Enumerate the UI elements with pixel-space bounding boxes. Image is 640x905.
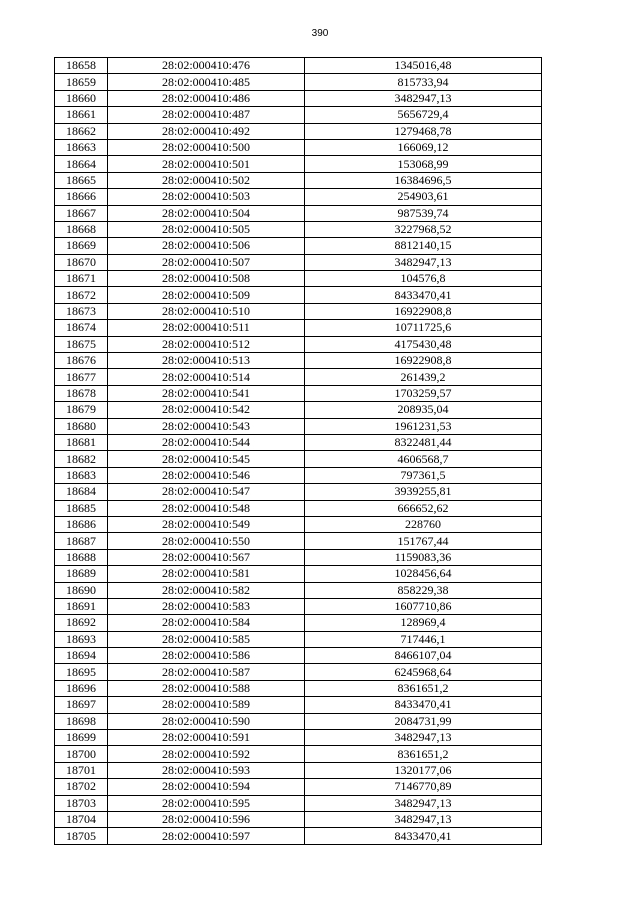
cadastral-value-cell: 1607710,86 [305,598,542,614]
row-number-cell: 18673 [55,303,108,319]
cadastral-value-cell: 166069,12 [305,139,542,155]
cadastral-value-cell: 3482947,13 [305,811,542,827]
table-row [55,664,542,680]
row-number-cell: 18683 [55,467,108,483]
table-row [55,139,542,155]
row-number-cell: 18667 [55,205,108,221]
cadastral-value-cell: 1028456,64 [305,566,542,582]
row-number-cell: 18703 [55,795,108,811]
table-row [55,746,542,762]
cadastral-number-cell: 28:02:000410:504 [108,205,305,221]
cadastral-value-cell: 16922908,8 [305,303,542,319]
cadastral-value-cell: 987539,74 [305,205,542,221]
row-number-cell: 18670 [55,254,108,270]
row-number-cell: 18677 [55,369,108,385]
cadastral-value-cell: 8433470,41 [305,828,542,844]
cadastral-value-cell: 8433470,41 [305,697,542,713]
table-row [55,648,542,664]
cadastral-value-cell: 153068,99 [305,156,542,172]
cadastral-number-cell: 28:02:000410:594 [108,779,305,795]
cadastral-value-cell: 797361,5 [305,467,542,483]
row-number-cell: 18693 [55,631,108,647]
cadastral-number-cell: 28:02:000410:583 [108,598,305,614]
cadastral-value-cell: 666652,62 [305,500,542,516]
cadastral-value-cell: 1320177,06 [305,762,542,778]
cadastral-value-cell: 3939255,81 [305,484,542,500]
row-number-cell: 18679 [55,402,108,418]
table-row [55,58,542,74]
cadastral-number-cell: 28:02:000410:550 [108,533,305,549]
row-number-cell: 18690 [55,582,108,598]
cadastral-value-cell: 8433470,41 [305,287,542,303]
table-row [55,811,542,827]
table-row [55,582,542,598]
cadastral-value-cell: 4606568,7 [305,451,542,467]
table-row [55,451,542,467]
row-number-cell: 18705 [55,828,108,844]
cadastral-number-cell: 28:02:000410:505 [108,221,305,237]
row-number-cell: 18680 [55,418,108,434]
row-number-cell: 18697 [55,697,108,713]
table-row [55,369,542,385]
row-number-cell: 18669 [55,238,108,254]
cadastral-number-cell: 28:02:000410:548 [108,500,305,516]
cadastral-number-cell: 28:02:000410:544 [108,434,305,450]
row-number-cell: 18674 [55,320,108,336]
cadastral-number-cell: 28:02:000410:588 [108,680,305,696]
cadastral-value-cell: 4175430,48 [305,336,542,352]
row-number-cell: 18659 [55,74,108,90]
cadastral-number-cell: 28:02:000410:589 [108,697,305,713]
cadastral-value-cell: 6245968,64 [305,664,542,680]
row-number-cell: 18699 [55,730,108,746]
table-row [55,156,542,172]
table-row [55,598,542,614]
row-number-cell: 18687 [55,533,108,549]
cadastral-number-cell: 28:02:000410:585 [108,631,305,647]
cadastral-number-cell: 28:02:000410:541 [108,385,305,401]
table-row [55,402,542,418]
table-row [55,123,542,139]
table-row [55,90,542,106]
row-number-cell: 18666 [55,189,108,205]
row-number-cell: 18675 [55,336,108,352]
cadastral-number-cell: 28:02:000410:486 [108,90,305,106]
cadastral-number-cell: 28:02:000410:587 [108,664,305,680]
cadastral-value-cell: 16384696,5 [305,172,542,188]
table-row [55,336,542,352]
row-number-cell: 18704 [55,811,108,827]
cadastral-number-cell: 28:02:000410:513 [108,353,305,369]
cadastral-number-cell: 28:02:000410:545 [108,451,305,467]
table-row [55,566,542,582]
cadastral-value-cell: 1345016,48 [305,58,542,74]
table-row [55,205,542,221]
cadastral-number-cell: 28:02:000410:476 [108,58,305,74]
row-number-cell: 18663 [55,139,108,155]
row-number-cell: 18691 [55,598,108,614]
cadastral-value-cell: 717446,1 [305,631,542,647]
cadastral-number-cell: 28:02:000410:503 [108,189,305,205]
table-row [55,172,542,188]
cadastral-number-cell: 28:02:000410:582 [108,582,305,598]
row-number-cell: 18664 [55,156,108,172]
row-number-cell: 18665 [55,172,108,188]
cadastral-value-cell: 3482947,13 [305,90,542,106]
table-row [55,762,542,778]
row-number-cell: 18701 [55,762,108,778]
table-row [55,353,542,369]
cadastral-value-cell: 1703259,57 [305,385,542,401]
table-row [55,189,542,205]
cadastral-value-cell: 3227968,52 [305,221,542,237]
cadastral-number-cell: 28:02:000410:546 [108,467,305,483]
cadastral-value-cell: 8361651,2 [305,680,542,696]
row-number-cell: 18671 [55,271,108,287]
row-number-cell: 18676 [55,353,108,369]
cadastral-value-cell: 858229,38 [305,582,542,598]
cadastral-value-cell: 3482947,13 [305,254,542,270]
cadastral-number-cell: 28:02:000410:581 [108,566,305,582]
cadastral-number-cell: 28:02:000410:567 [108,549,305,565]
table-row [55,271,542,287]
cadastral-number-cell: 28:02:000410:597 [108,828,305,844]
row-number-cell: 18688 [55,549,108,565]
table-row [55,418,542,434]
row-number-cell: 18684 [55,484,108,500]
cadastral-number-cell: 28:02:000410:508 [108,271,305,287]
row-number-cell: 18682 [55,451,108,467]
table-row [55,303,542,319]
cadastral-number-cell: 28:02:000410:502 [108,172,305,188]
table-row [55,287,542,303]
cadastral-value-cell: 104576,8 [305,271,542,287]
table-row [55,730,542,746]
table-row [55,385,542,401]
cadastral-number-cell: 28:02:000410:509 [108,287,305,303]
cadastral-value-cell: 128969,4 [305,615,542,631]
cadastral-value-table [54,57,542,845]
cadastral-number-cell: 28:02:000410:595 [108,795,305,811]
row-number-cell: 18696 [55,680,108,696]
cadastral-number-cell: 28:02:000410:591 [108,730,305,746]
cadastral-value-cell: 1159083,36 [305,549,542,565]
table-row [55,697,542,713]
table-row [55,615,542,631]
table-row [55,467,542,483]
cadastral-value-cell: 3482947,13 [305,730,542,746]
table-row [55,74,542,90]
cadastral-number-cell: 28:02:000410:507 [108,254,305,270]
row-number-cell: 18668 [55,221,108,237]
table-row [55,631,542,647]
row-number-cell: 18681 [55,434,108,450]
row-number-cell: 18695 [55,664,108,680]
cadastral-value-cell: 1961231,53 [305,418,542,434]
table-row [55,795,542,811]
cadastral-value-cell: 2084731,99 [305,713,542,729]
table-row [55,828,542,844]
cadastral-number-cell: 28:02:000410:549 [108,516,305,532]
row-number-cell: 18685 [55,500,108,516]
cadastral-value-cell: 3482947,13 [305,795,542,811]
cadastral-number-cell: 28:02:000410:590 [108,713,305,729]
row-number-cell: 18662 [55,123,108,139]
row-number-cell: 18702 [55,779,108,795]
row-number-cell: 18658 [55,58,108,74]
cadastral-number-cell: 28:02:000410:514 [108,369,305,385]
table-row [55,549,542,565]
cadastral-number-cell: 28:02:000410:586 [108,648,305,664]
cadastral-value-cell: 8361651,2 [305,746,542,762]
table-row [55,107,542,123]
cadastral-number-cell: 28:02:000410:487 [108,107,305,123]
cadastral-value-cell: 5656729,4 [305,107,542,123]
row-number-cell: 18672 [55,287,108,303]
cadastral-value-cell: 16922908,8 [305,353,542,369]
cadastral-number-cell: 28:02:000410:547 [108,484,305,500]
row-number-cell: 18689 [55,566,108,582]
cadastral-number-cell: 28:02:000410:596 [108,811,305,827]
cadastral-value-cell: 151767,44 [305,533,542,549]
page-number: 390 [311,28,329,39]
cadastral-number-cell: 28:02:000410:492 [108,123,305,139]
cadastral-value-cell: 208935,04 [305,402,542,418]
table-row [55,254,542,270]
row-number-cell: 18698 [55,713,108,729]
cadastral-value-cell: 10711725,6 [305,320,542,336]
cadastral-number-cell: 28:02:000410:584 [108,615,305,631]
row-number-cell: 18661 [55,107,108,123]
cadastral-value-cell: 1279468,78 [305,123,542,139]
cadastral-number-cell: 28:02:000410:500 [108,139,305,155]
cadastral-value-cell: 815733,94 [305,74,542,90]
cadastral-number-cell: 28:02:000410:512 [108,336,305,352]
cadastral-value-cell: 8322481,44 [305,434,542,450]
table-row [55,500,542,516]
row-number-cell: 18700 [55,746,108,762]
cadastral-number-cell: 28:02:000410:501 [108,156,305,172]
cadastral-number-cell: 28:02:000410:542 [108,402,305,418]
cadastral-number-cell: 28:02:000410:506 [108,238,305,254]
cadastral-value-cell: 8466107,04 [305,648,542,664]
cadastral-number-cell: 28:02:000410:485 [108,74,305,90]
cadastral-number-cell: 28:02:000410:543 [108,418,305,434]
table-row [55,434,542,450]
cadastral-value-cell: 8812140,15 [305,238,542,254]
row-number-cell: 18660 [55,90,108,106]
table-row [55,484,542,500]
table-row [55,238,542,254]
cadastral-value-cell: 7146770,89 [305,779,542,795]
table-body [55,58,542,845]
row-number-cell: 18692 [55,615,108,631]
row-number-cell: 18694 [55,648,108,664]
row-number-cell: 18686 [55,516,108,532]
cadastral-number-cell: 28:02:000410:592 [108,746,305,762]
cadastral-number-cell: 28:02:000410:511 [108,320,305,336]
table-row [55,516,542,532]
cadastral-number-cell: 28:02:000410:510 [108,303,305,319]
table-row [55,533,542,549]
cadastral-number-cell: 28:02:000410:593 [108,762,305,778]
table-row [55,680,542,696]
table-row [55,713,542,729]
table-row [55,779,542,795]
cadastral-value-cell: 261439,2 [305,369,542,385]
cadastral-value-cell: 228760 [305,516,542,532]
table-row [55,221,542,237]
table-row [55,320,542,336]
row-number-cell: 18678 [55,385,108,401]
cadastral-value-cell: 254903,61 [305,189,542,205]
